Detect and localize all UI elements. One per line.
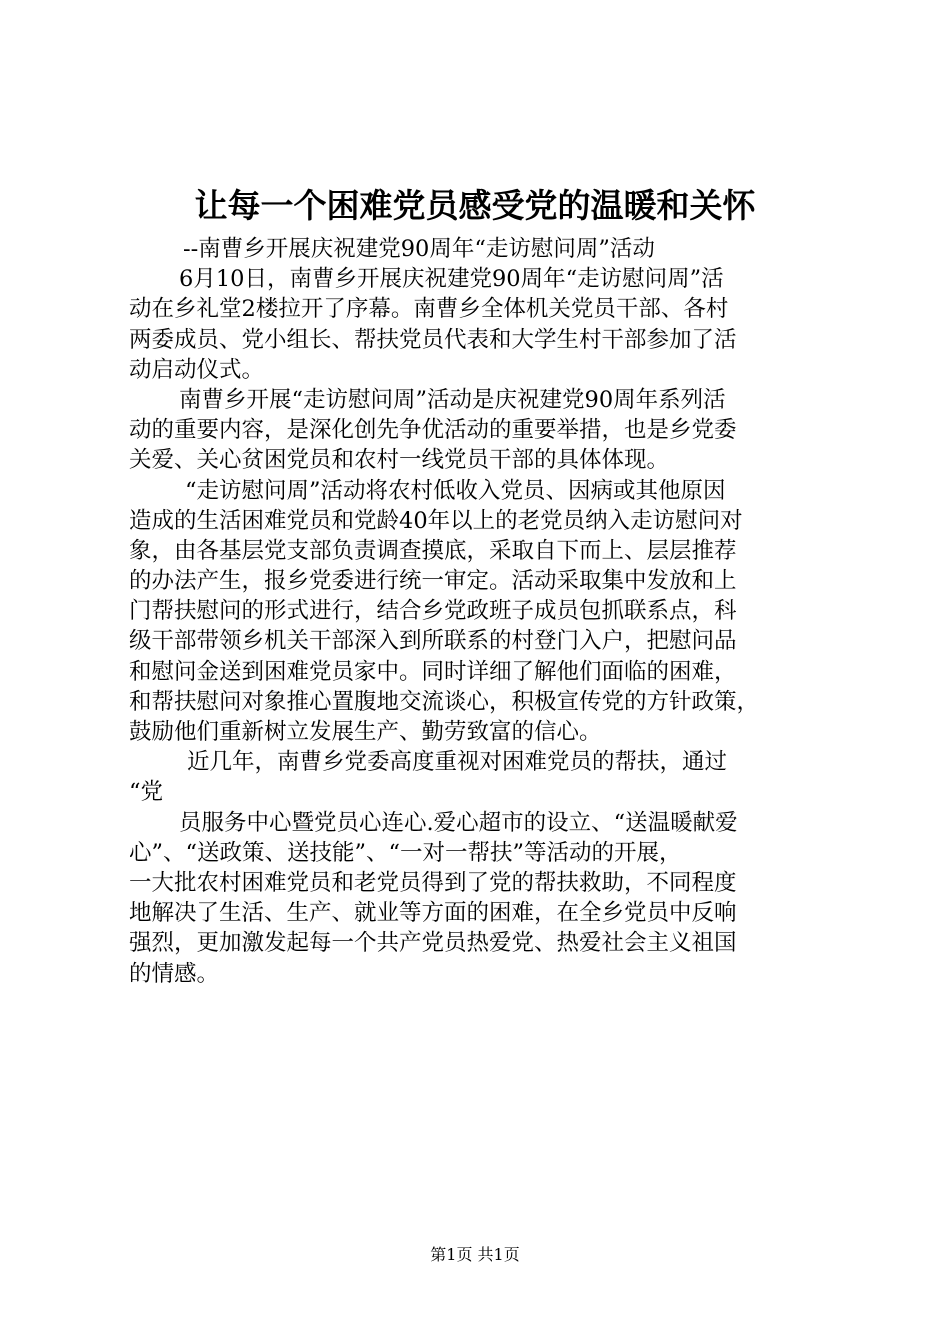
paragraph-line: 动的重要内容，是深化创先争优活动的重要举措，也是乡党委 (129, 417, 737, 444)
paragraph-line: 南曹乡开展“走访慰问周”活动是庆祝建党90周年系列活 (179, 386, 726, 413)
paragraph-line: 动启动仪式。 (129, 356, 265, 383)
paragraph-line: 象，由各基层党支部负责调查摸底，采取自下而上、层层推荐 (129, 537, 737, 564)
document-subtitle: --南曹乡开展庆祝建党90周年“走访慰问周”活动 (183, 236, 655, 262)
paragraph-line: 心”、“送政策、送技能”、“一对一帮扶”等活动的开展， (129, 839, 682, 866)
paragraph-line: 强烈，更加激发起每一个共产党员热爱党、热爱社会主义祖国 (129, 930, 737, 957)
paragraph-line: 的办法产生，报乡党委进行统一审定。活动采取集中发放和上 (129, 568, 737, 595)
paragraph-line: 和帮扶慰问对象推心置腹地交流谈心，积极宣传党的方针政策， (129, 688, 760, 715)
paragraph-line: 和慰问金送到困难党员家中。同时详细了解他们面临的困难， (129, 658, 737, 685)
paragraph-line: 的情感。 (129, 960, 220, 987)
paragraph-line: 门帮扶慰问的形式进行，结合乡党政班子成员包抓联系点，科 (129, 598, 737, 625)
paragraph-line: 级干部带领乡机关干部深入到所联系的村登门入户，把慰问品 (129, 628, 737, 655)
paragraph-line: 近几年，南曹乡党委高度重视对困难党员的帮扶，通过 (187, 749, 728, 776)
paragraph-line: 一大批农村困难党员和老党员得到了党的帮扶救助，不同程度 (129, 869, 737, 896)
paragraph-line: “党 (129, 779, 164, 806)
document-title: 让每一个困难党员感受党的温暖和关怀 (194, 186, 756, 225)
paragraph-line: 造成的生活困难党员和党龄40年以上的老党员纳入走访慰问对 (129, 507, 743, 534)
paragraph-line: 员服务中心暨党员心连心.爱心超市的设立、“送温暖献爱 (179, 809, 738, 836)
paragraph-line: “走访慰问周”活动将农村低收入党员、因病或其他原因 (185, 477, 726, 504)
paragraph-line: 关爱、关心贫困党员和农村一线党员干部的具体体现。 (129, 447, 670, 474)
document-body (129, 234, 833, 989)
paragraph-line: 6月10日，南曹乡开展庆祝建党90周年“走访慰问周”活 (179, 266, 724, 293)
page-footer: 第1页 共1页 (430, 1245, 520, 1264)
paragraph-line: 鼓励他们重新树立发展生产、勤劳致富的信心。 (129, 719, 602, 745)
paragraph-line: 两委成员、党小组长、帮扶党员代表和大学生村干部参加了活 (129, 326, 737, 353)
paragraph-line: 地解决了生活、生产、就业等方面的困难，在全乡党员中反响 (129, 900, 737, 927)
paragraph-line: 动在乡礼堂2楼拉开了序幕。南曹乡全体机关党员干部、各村 (129, 296, 729, 323)
